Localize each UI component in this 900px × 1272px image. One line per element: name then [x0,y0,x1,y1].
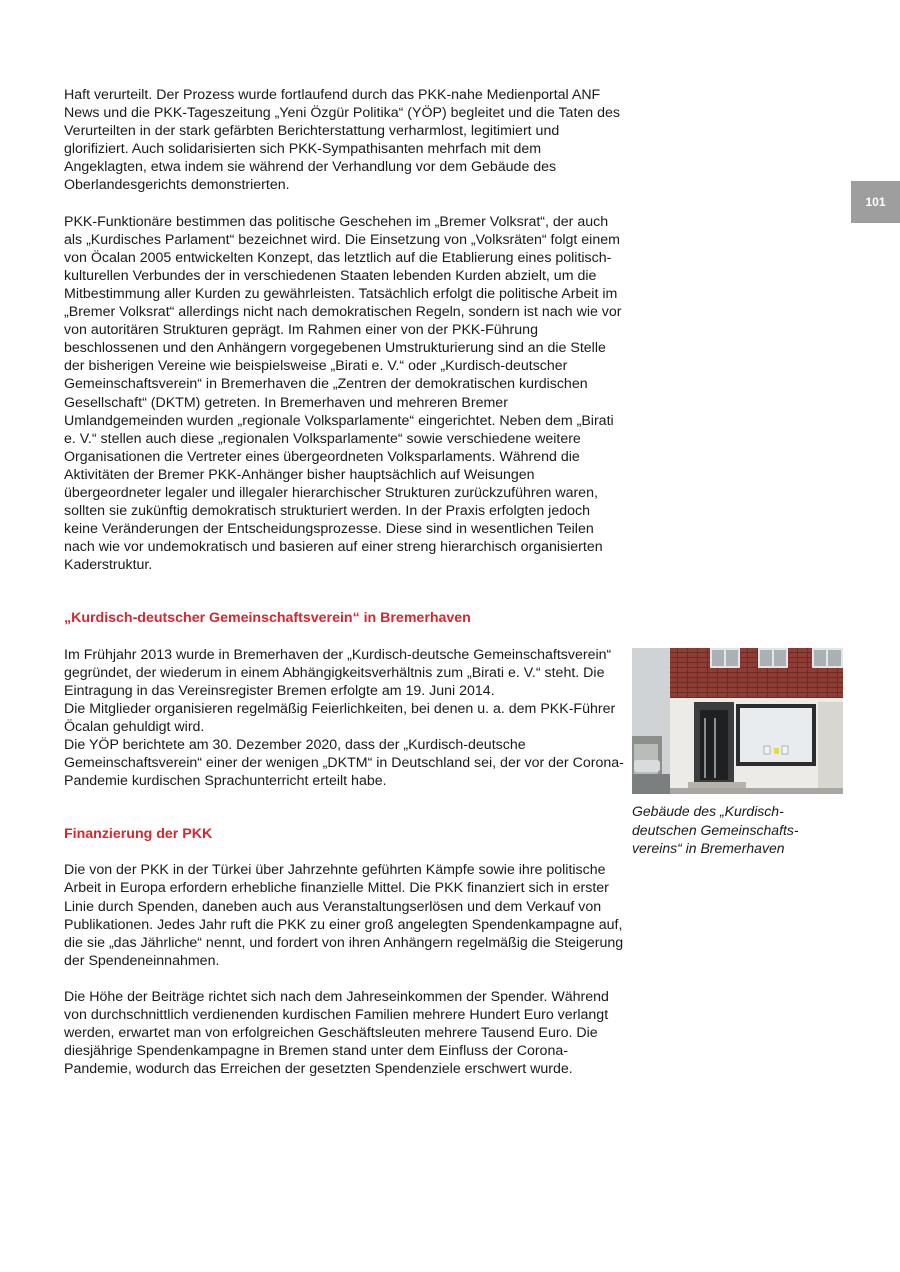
intro-paragraph-1: Haft verurteilt. Der Prozess wurde fortlaufend durch das PKK-nahe Medienportal ANF News und die PKK-Tageszeitung „Yeni Özgür Politika“ (YÖP) begleitet und die Taten des Verurteilten in der stark gefärbten Berichterstattung verharmlost, legitimiert und glorifiziert. Auch solidarisierten sich PKK-Sympathisanten mehrfach mit dem Angeklagten, etwa indem sie während der Verhandlung vor dem Gebäude des Oberlandesgerichts demonstrierten. [64,87,620,194]
verein-paragraph-1: Im Frühjahr 2013 wurde in Bremerhaven der „Kurdisch-deutsche Gemeinschaftsverein“ gegründet, der wiederum in einem Abhängigkeitsverhältnis zum „Birati e. V.“ steht. Die Eintragung in das Vereinsregister Bremen erfolgte am 19. Juni 2014. [64,646,612,699]
page-number: 101 [865,195,886,209]
section-heading-verein: „Kurdisch-deutscher Gemeinschaftsverein“ in Bremerhaven [64,610,471,627]
building-photo-illustration [632,648,843,794]
section-heading-finanzierung: Finanzierung der PKK [64,826,213,843]
intro-paragraph-2: PKK-Funktionäre bestimmen das politische Geschehen im „Bremer Volksrat“, der auch als „Kurdisches Parlament“ bezeichnet wird. Die Einsetzung von „Volksräten“ folgt einem von Öcalan 2005 entwickelten Konzept, das letztlich auf die Etablierung eines politisch-kulturellen Verbundes der in verschiedenen Staaten lebenden Kurden abzielt, um die Mitbestimmung aller Kurden zu gewährleisten. Tatsächlich erfolgt die politische Arbeit im „Bremer Volksrat“ allerdings nicht nach demokratischen Regeln, sondern ist nach wie vor von autoritären Strukturen geprägt. Im Rahmen einer von der PKK-Führung beschlossenen und den Anhängern vorgegebenen Umstrukturierung sind an die Stelle der bisherigen Vereine wie beispielsweise „Birati e. V.“ oder „Kurdisch-deutscher Gemeinschaftsverein“ in Bremerhaven die „Zentren der demokratischen kurdischen Gesellschaft“ (DKTM) getreten. In Bremerhaven und mehreren Bremer Umlandgemeinden wurden „regionale Volksparlamente“ eingerichtet. Neben dem „Birati e. V.“ stellen auch diese „regionalen Volksparlamente“ sowie verschiedene weitere Organisationen die Vertreter eines übergeordneten Volksparlaments. Während die Aktivitäten der Bremer PKK-Anhänger bisher hauptsächlich auf Weisungen übergeordneter legaler und illegaler hierarchischer Strukturen zurückzuführen waren, sollten sie zukünftig demokratisch strukturiert werden. In der Praxis erfolgten jedoch keine Veränderungen der Entscheidungsprozesse. Diese sind in wesentlichen Teilen nach wie vor undemokratisch und basieren auf einer streng hierarchisch organisierten Kaderstruktur. [64,213,622,574]
building-photo [632,648,843,794]
verein-paragraph-2: Die Mitglieder organisieren regelmäßig Feierlichkeiten, bei denen u. a. dem PKK-Führer Öcalan gehuldigt wird. [64,700,616,735]
photo-caption: Gebäude des „Kurdisch-deutschen Gemeinschafts-vereins“ in Bremerhaven [632,803,799,856]
verein-paragraph-3: Die YÖP berichtete am 30. Dezember 2020, dass der „Kurdisch-deutsche Gemeinschaftsverein“ einer der wenigen „DKTM“ in Deutschland sei, der vor der Corona-Pandemie kurdischen Sprachunterricht erteilt habe. [64,737,624,790]
finanzierung-paragraph-2: Die Höhe der Beiträge richtet sich nach dem Jahreseinkommen der Spender. Während von durchschnittlich verdienenden kurdischen Familien mehrere Hundert Euro verlangt werden, erwartet man von erfolgreichen Geschäftsleuten mehrere Tausend Euro. Die diesjährige Spendenkampagne in Bremen stand unter dem Einfluss der Corona-Pandemie, wodurch das Erreichen der gesetzten Spendenziele erschwert wurde. [64,988,609,1078]
finanzierung-paragraph-1: Die von der PKK in der Türkei über Jahrzehnte geführten Kämpfe sowie ihre politische Arbeit in Europa erfordern erhebliche finanzielle Mittel. Die PKK finanziert sich in erster Linie durch Spenden, daneben auch aus Veranstaltungserlösen und dem Verkauf von Publikationen. Jedes Jahr ruft die PKK zu einer groß angelegten Spendenkampagne auf, die sie „das Jährliche“ nennt, und fordert von ihren Anhängern regelmäßig die Steigerung der Spendeneinnahmen. [64,862,624,969]
page-number-tab [851,181,900,223]
main-text-column [64,86,624,1078]
